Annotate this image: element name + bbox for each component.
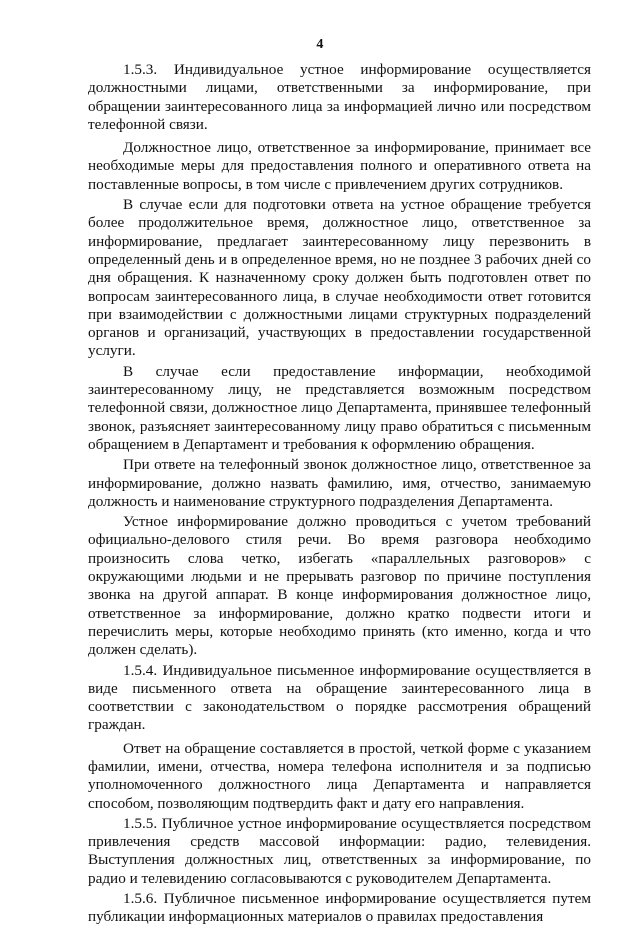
paragraph-official-measures: Должностное лицо, ответственное за информирование, принимает все необходимые меры для предоставления полного и оперативного ответа на поставленные вопросы, в том числе с привлечением других сотрудников.	[88, 139, 591, 193]
paragraph-written-answer: Ответ на обращение составляется в простой, четкой форме с указанием фамилии, имени, отчества, номера телефона исполнителя и за подписью уполномоченного должностного лица Департамента и направляется способом, позволяющим подтвердить факт и дату его направления.	[88, 739, 591, 812]
paragraph-1-5-5: 1.5.5. Публичное устное информирование осуществляется посредством привлечения средств массовой информации: радио, телевидения. Выступления должностных лиц, ответственных за информирование, по радио и телевидению согласовываются с руководителем Департамента.	[88, 814, 591, 887]
paragraph-oral-style: Устное информирование должно проводиться с учетом требований официально-делового стиля речи. Во время разговора необходимо произносить слова четко, избегать «параллельных разговоров» с окружающими людьми и не прерывать разговор по причине поступления звонка на другой аппарат. В конце информирования должностное лицо, ответственное за информирование, должно кратко подвести итоги и перечислить меры, которые необходимо принять (кто именно, когда и что должен сделать).	[88, 513, 591, 659]
paragraph-1-5-3: 1.5.3. Индивидуальное устное информирование осуществляется должностными лицами, ответственными за информирование, при обращении заинтересованного лица за информацией лично или посредством телефонной связи.	[88, 61, 591, 133]
paragraph-1-5-4: 1.5.4. Индивидуальное письменное информирование осуществляется в виде письменного ответа на обращение заинтересованного лица в соответствии с законодательством о порядке рассмотрения обращений граждан.	[88, 661, 591, 734]
paragraph-1-5-6: 1.5.6. Публичное письменное информирование осуществляется путем публикации информационных материалов о правилах предоставления	[88, 890, 591, 926]
paragraph-phone-impossible: В случае если предоставление информации, необходимой заинтересованному лицу, не представляется возможным посредством телефонной связи, должностное лицо Департамента, принявшее телефонный звонок, разъясняет заинтересованному лицу право обратиться с письменным обращением в Департамент и требования к оформлению обращения.	[88, 362, 591, 453]
page-number: 4	[316, 37, 324, 52]
document-body	[88, 61, 591, 929]
paragraph-callback: В случае если для подготовки ответа на устное обращение требуется более продолжительное время, должностное лицо, ответственное за информирование, предлагает заинтересованному лицу перезвонить в определенный день и в определенное время, но не позднее 3 рабочих дней со дня обращения. К назначенному сроку должен быть подготовлен ответ по вопросам заинтересованного лица, в случае необходимости ответ готовится при взаимодействии с должностными лицами структурных подразделений органов и организаций, участвующих в предоставлении государственной услуги.	[88, 196, 591, 360]
paragraph-phone-answer: При ответе на телефонный звонок должностное лицо, ответственное за информирование, должно назвать фамилию, имя, отчество, занимаемую должность и наименование структурного подразделения Департамента.	[88, 456, 591, 510]
